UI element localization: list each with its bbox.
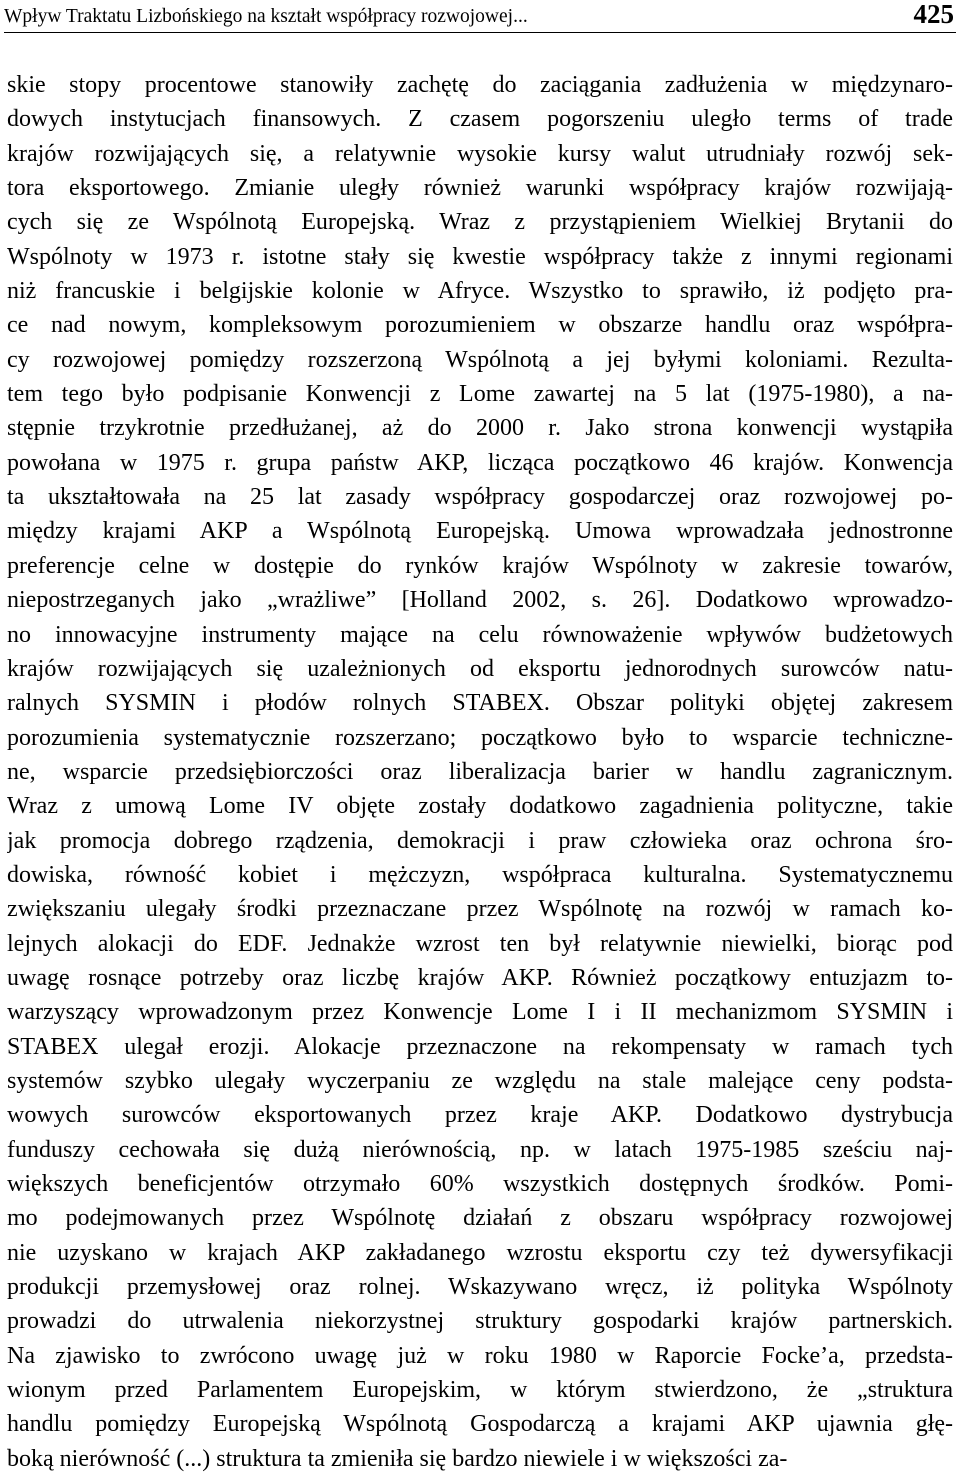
text-line: niż francuskie i belgijskie kolonie w Afryce. Wszystko to sprawiło, iż podjęto pra- (7, 278, 953, 305)
text-line: handlu pomiędzy Europejską Wspólnotą Gospodarczą a krajami AKP ujawnia głę- (7, 1411, 953, 1438)
text-line: skie stopy procentowe stanowiły zachętę do zaciągania zadłużenia w międzynaro- (7, 72, 953, 98)
text-line: dowych instytucjach finansowych. Z czasem pogorszeniu uległo terms of trade (7, 106, 953, 133)
text-line: mo podejmowanych przez Wspólnotę działań z obszaru współpracy rozwojowej (7, 1205, 953, 1232)
text-line: Na zjawisko to zwrócono uwagę już w roku 1980 w Raporcie Focke’a, przedsta- (7, 1342, 953, 1369)
text-line: wowych surowców eksportowanych przez kraje AKP. Dodatkowo dystrybucja (7, 1102, 953, 1129)
running-header (4, 0, 956, 33)
text-line: boką nierówność (...) struktura ta zmieniła się bardzo niewiele i w większości za- (7, 1445, 788, 1472)
text-line: stępnie trzykrotnie przedłużanej, aż do 2000 r. Jako strona konwencji wystąpiła (7, 415, 953, 442)
text-line: dowiska, równość kobiet i mężczyzn, współpraca kulturalna. Systematycznemu (7, 861, 953, 888)
text-line: STABEX ulegał erozji. Alokacje przeznaczone na rekompensaty w ramach tych (7, 1033, 953, 1060)
text-line: porozumienia systematycznie rozszerzano; początkowo było to wsparcie techniczne- (7, 724, 953, 751)
text-line: uwagę rosnące potrzeby oraz liczbę krajów AKP. Również początkowy entuzjazm to- (7, 964, 953, 991)
text-line: Wraz z umową Lome IV objęte zostały dodatkowo zagadnienia polityczne, takie (7, 793, 953, 820)
text-line: ce nad nowym, kompleksowym porozumieniem w obszarze handlu oraz współpra- (7, 312, 953, 339)
text-line: jak promocja dobrego rządzenia, demokracji i praw człowieka oraz ochrona śro- (7, 827, 953, 854)
text-line: preferencje celne w dostępie do rynków krajów Wspólnoty w zakresie towarów, (7, 552, 953, 579)
text-line: lejnych alokacji do EDF. Jednakże wzrost ten był relatywnie niewielki, biorąc pod (7, 930, 953, 957)
text-line: krajów rozwijających się uzależnionych od eksportu jednorodnych surowców natu- (7, 655, 953, 682)
text-line: cy rozwojowej pomiędzy rozszerzoną Wspólnotą a jej byłymi koloniami. Rezulta- (7, 346, 953, 373)
text-line: ne, wsparcie przedsiębiorczości oraz liberalizacja barier w handlu zagranicznym. (7, 758, 953, 785)
text-line: większych beneficjentów otrzymało 60% wszystkich dostępnych środków. Pomi- (7, 1171, 953, 1197)
text-line: ta ukształtowała na 25 lat zasady współpracy gospodarczej oraz rozwojowej po- (7, 484, 953, 511)
page-number: 425 (913, 0, 954, 29)
text-line: powołana w 1975 r. grupa państw AKP, licząca początkowo 46 krajów. Konwencja (7, 449, 953, 476)
text-line: niepostrzeganych jako „wrażliwe” [Holland 2002, s. 26]. Dodatkowo wprowadzo- (7, 587, 953, 614)
text-line: między krajami AKP a Wspólnotą Europejską. Umowa wprowadzała jednostronne (7, 518, 953, 545)
header-title: Wpływ Traktatu Lizbońskiego na kształt współpracy rozwojowej... (4, 6, 528, 27)
text-line: funduszy cechowała się dużą nierównością, np. w latach 1975-1985 sześciu naj- (7, 1136, 953, 1163)
text-line: tora eksportowego. Zmianie uległy również warunki współpracy krajów rozwijają- (7, 175, 953, 202)
text-line: produkcji przemysłowej oraz rolnej. Wskazywano wręcz, iż polityka Wspólnoty (7, 1274, 953, 1301)
text-line: tem tego było podpisanie Konwencji z Lome zawartej na 5 lat (1975-1980), a na- (7, 381, 953, 408)
text-line: nie uzyskano w krajach AKP zakładanego wzrostu eksportu czy też dywersyfikacji (7, 1239, 953, 1266)
text-line: Wspólnoty w 1973 r. istotne stały się kwestie współpracy także z innymi regionami (7, 243, 953, 270)
body-text (7, 68, 953, 1476)
text-line: cych się ze Wspólnotą Europejską. Wraz z przystąpieniem Wielkiej Brytanii do (7, 209, 953, 236)
text-line: warzyszący wprowadzonym przez Konwencje Lome I i II mechanizmom SYSMIN i (7, 999, 953, 1026)
text-line: krajów rozwijających się, a relatywnie wysokie kursy walut utrudniały rozwój sek- (7, 140, 953, 167)
text-line: systemów szybko ulegały wyczerpaniu ze względu na stale malejące ceny podsta- (7, 1067, 953, 1094)
text-line: prowadzi do utrwalenia niekorzystnej struktury gospodarki krajów partnerskich. (7, 1308, 953, 1335)
text-line: zwiększaniu ulegały środki przeznaczane przez Wspólnotę na rozwój w ramach ko- (7, 896, 953, 923)
text-line: ralnych SYSMIN i płodów rolnych STABEX. Obszar polityki objętej zakresem (7, 690, 953, 717)
text-line: no innowacyjne instrumenty mające na celu równoważenie wpływów budżetowych (7, 621, 953, 648)
text-line: wionym przed Parlamentem Europejskim, w którym stwierdzono, że „struktura (7, 1377, 953, 1404)
